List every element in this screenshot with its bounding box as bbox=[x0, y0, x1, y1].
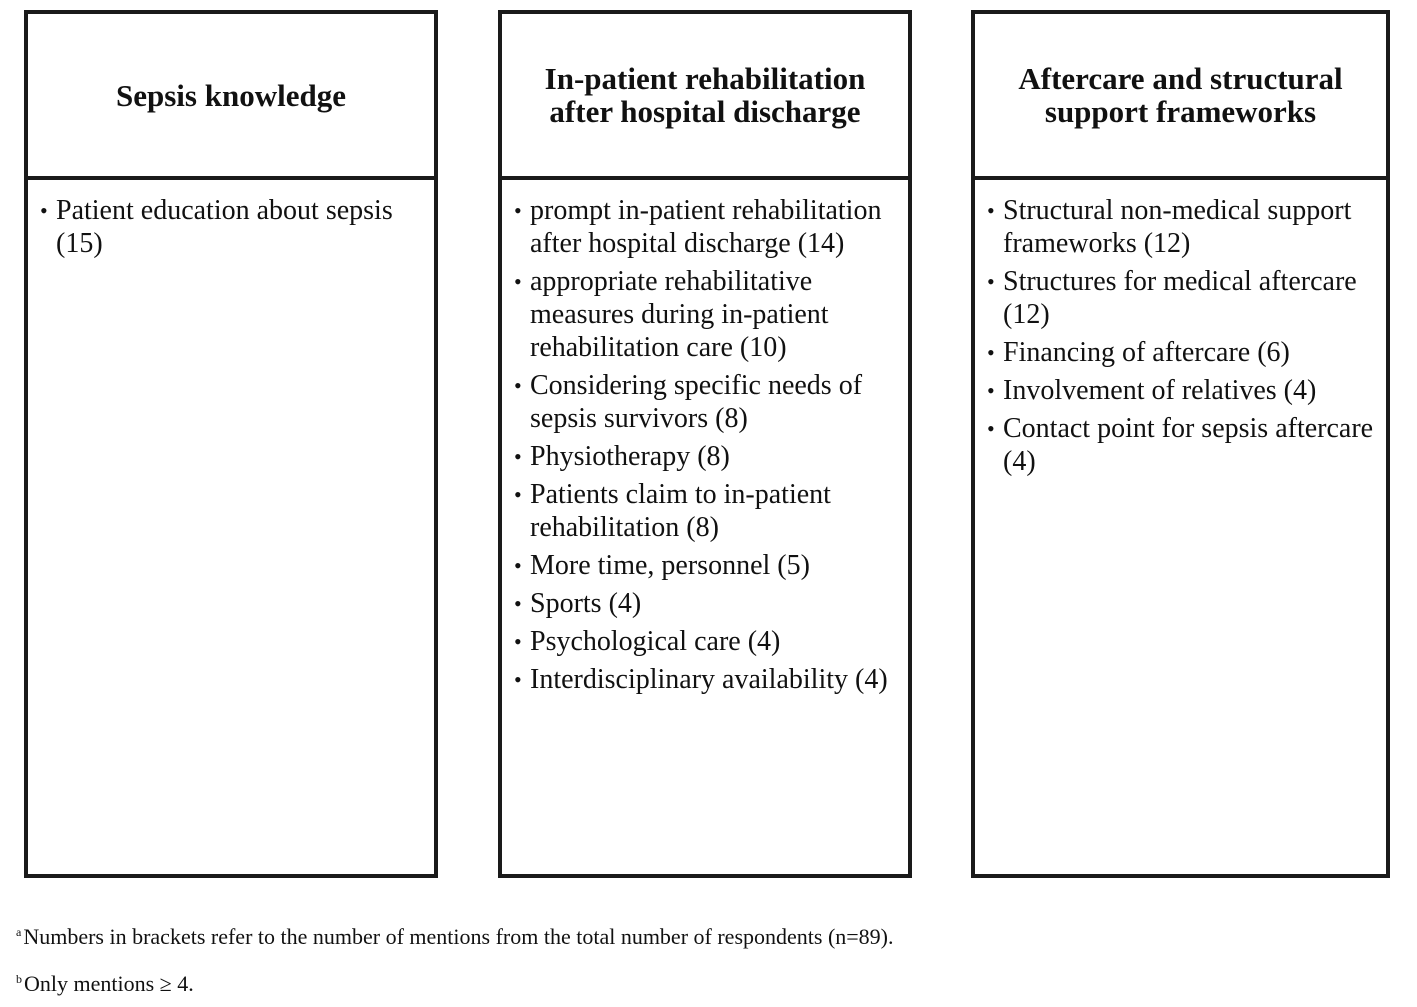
item-text: Interdisciplinary availability (4) bbox=[530, 664, 888, 695]
footnote-marker: b bbox=[16, 972, 22, 986]
item-text: More time, personnel (5) bbox=[530, 550, 810, 581]
column-title-line: Aftercare and structural bbox=[1018, 61, 1343, 96]
item-text: Physiotherapy (8) bbox=[530, 441, 730, 472]
column-item-list bbox=[502, 180, 908, 696]
column-title-line: support frameworks bbox=[1044, 94, 1317, 129]
column-item-list bbox=[975, 180, 1386, 478]
footnote-marker: a bbox=[16, 925, 22, 939]
list-item bbox=[514, 587, 900, 620]
item-text: Patient education about sepsis (15) bbox=[56, 195, 393, 259]
column-header bbox=[975, 14, 1386, 180]
item-text: appropriate rehabilitative measures during in-patient rehabilitation care (10) bbox=[530, 266, 829, 363]
column-header bbox=[28, 14, 434, 180]
bullet-icon: • bbox=[987, 340, 995, 365]
list-item bbox=[514, 440, 900, 473]
list-item bbox=[514, 663, 900, 696]
bullet-icon: • bbox=[987, 198, 995, 223]
list-item bbox=[514, 194, 900, 260]
list-item bbox=[987, 336, 1378, 369]
theme-column-sepsis-knowledge bbox=[24, 10, 438, 878]
bullet-icon: • bbox=[514, 269, 522, 294]
list-item bbox=[514, 625, 900, 658]
list-item bbox=[987, 374, 1378, 407]
bullet-icon: • bbox=[514, 198, 522, 223]
theme-column-inpatient-rehabilitation bbox=[498, 10, 912, 878]
bullet-icon: • bbox=[987, 416, 995, 441]
item-text: prompt in-patient rehabilitation after hospital discharge (14) bbox=[530, 195, 882, 259]
bullet-icon: • bbox=[514, 482, 522, 507]
bullet-icon: • bbox=[514, 553, 522, 578]
footnote-b bbox=[16, 967, 194, 996]
footnote-a bbox=[16, 920, 894, 949]
footnote-text: Numbers in brackets refer to the number of mentions from the total number of respondents (n=89). bbox=[23, 924, 894, 949]
column-item-list bbox=[28, 180, 434, 260]
column-title-line: after hospital discharge bbox=[549, 94, 861, 129]
item-text: Structural non-medical support frameworks (12) bbox=[1003, 195, 1352, 259]
item-text: Financing of aftercare (6) bbox=[1003, 337, 1290, 368]
item-text: Patients claim to in-patient rehabilitation (8) bbox=[530, 479, 831, 543]
bullet-icon: • bbox=[40, 198, 48, 223]
item-text: Contact point for sepsis aftercare (4) bbox=[1003, 413, 1374, 477]
bullet-icon: • bbox=[514, 591, 522, 616]
column-title-line: Sepsis knowledge bbox=[116, 77, 346, 113]
column-title-line: In-patient rehabilitation bbox=[544, 61, 866, 96]
list-item bbox=[514, 549, 900, 582]
bullet-icon: • bbox=[514, 373, 522, 398]
list-item bbox=[514, 369, 900, 435]
theme-column-aftercare-frameworks bbox=[971, 10, 1390, 878]
item-text: Psychological care (4) bbox=[530, 626, 781, 657]
bullet-icon: • bbox=[987, 378, 995, 403]
list-item bbox=[514, 478, 900, 544]
column-header bbox=[502, 14, 908, 180]
item-text: Structures for medical aftercare (12) bbox=[1003, 266, 1357, 330]
list-item bbox=[987, 194, 1378, 260]
bullet-icon: • bbox=[514, 444, 522, 469]
list-item bbox=[514, 265, 900, 364]
footnote-text: Only mentions ≥ 4. bbox=[24, 971, 194, 996]
list-item bbox=[987, 265, 1378, 331]
list-item bbox=[987, 412, 1378, 478]
bullet-icon: • bbox=[514, 629, 522, 654]
item-text: Involvement of relatives (4) bbox=[1003, 375, 1317, 406]
list-item bbox=[40, 194, 426, 260]
bullet-icon: • bbox=[514, 667, 522, 692]
bullet-icon: • bbox=[987, 269, 995, 294]
item-text: Sports (4) bbox=[530, 588, 642, 619]
item-text: Considering specific needs of sepsis survivors (8) bbox=[530, 370, 863, 434]
